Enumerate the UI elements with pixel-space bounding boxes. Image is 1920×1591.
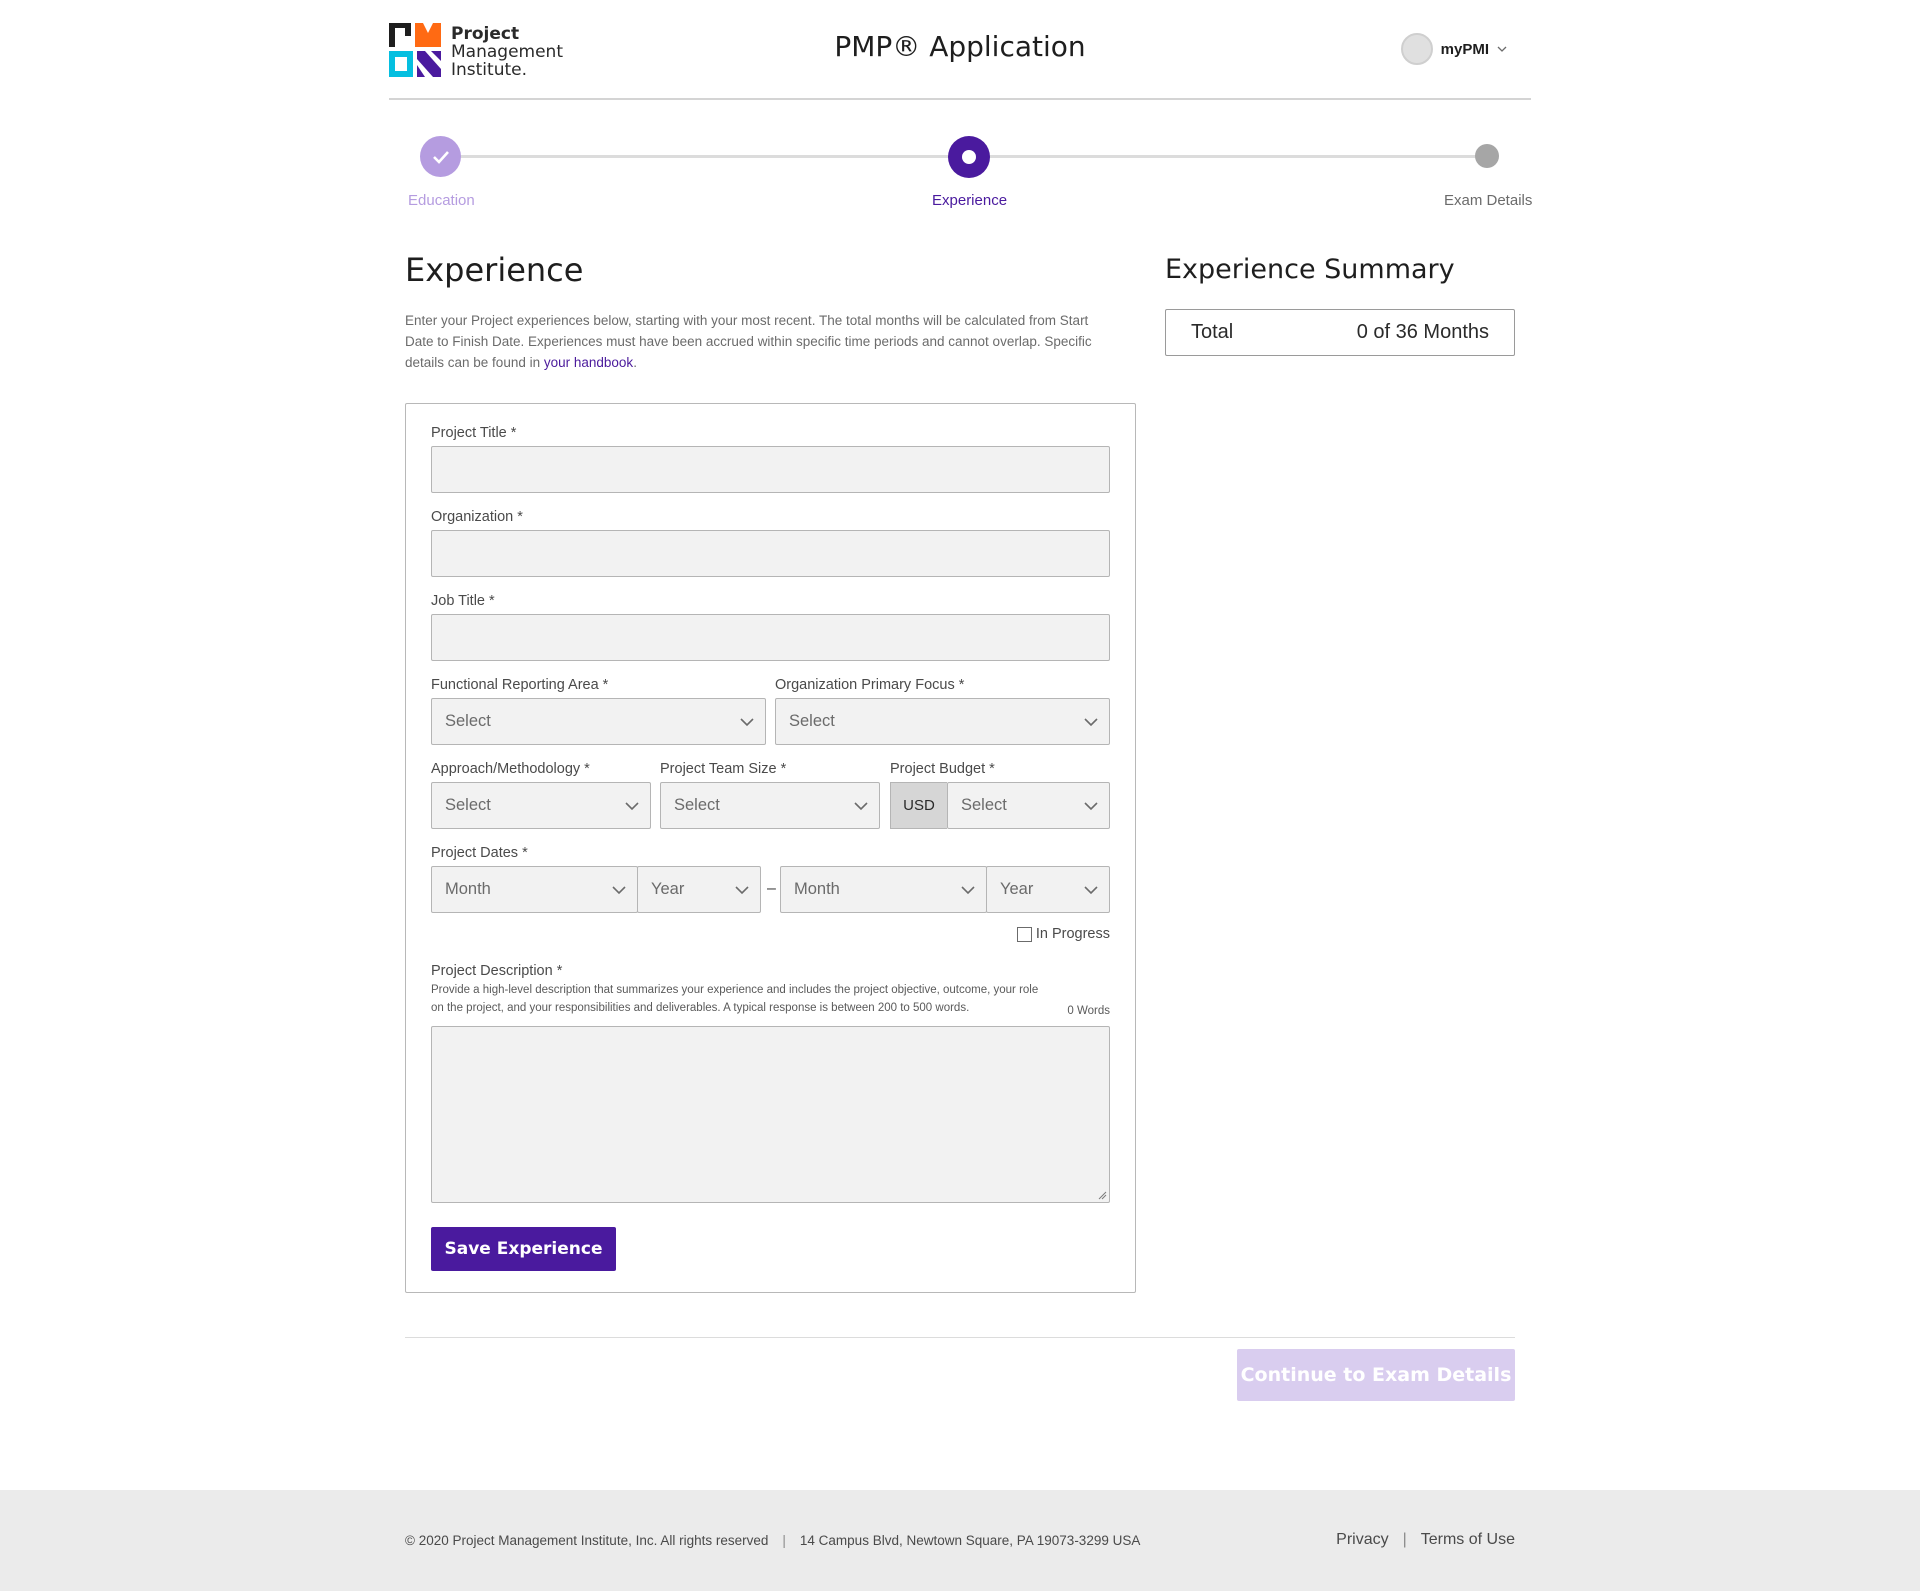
project-dates-label: Project Dates * (431, 845, 528, 861)
chevron-down-icon (1083, 798, 1099, 814)
in-progress-checkbox[interactable] (1017, 927, 1032, 942)
save-experience-button[interactable]: Save Experience (431, 1227, 616, 1271)
functional-area-value: Select (445, 712, 491, 730)
total-label: Total (1191, 321, 1234, 343)
progress-stepper (389, 136, 1531, 216)
functional-area-label: Functional Reporting Area * (431, 677, 609, 693)
resize-grip-icon[interactable] (1097, 1190, 1107, 1200)
page-header (389, 18, 1531, 100)
privacy-link[interactable]: Privacy (1336, 1531, 1389, 1548)
budget-label: Project Budget * (890, 761, 995, 777)
intro-text: Enter your Project experiences below, starting with your most recent. The total months will be calculated from Start Date to Finish Date. Experiences must have been accrued within specific time periods and cannot overlap. Specific details can be found in (405, 313, 1092, 370)
organization-input[interactable] (431, 530, 1110, 577)
logo-line-1: Project (451, 24, 520, 44)
start-month-value: Month (445, 880, 491, 898)
experience-summary-heading: Experience Summary (1165, 254, 1455, 285)
handbook-link[interactable]: your handbook (543, 355, 634, 370)
stepper-line-remaining (957, 155, 1481, 158)
experience-form (405, 403, 1136, 1293)
step-label-experience[interactable]: Experience (932, 192, 1008, 209)
team-size-label: Project Team Size * (660, 761, 787, 777)
intro-end: . (633, 355, 637, 370)
project-title-label: Project Title * (431, 425, 517, 441)
job-title-label: Job Title * (431, 593, 495, 609)
chevron-down-icon (853, 798, 869, 814)
continue-to-exam-details-button[interactable]: Continue to Exam Details (1237, 1349, 1515, 1401)
chevron-down-icon (1083, 882, 1099, 898)
word-count: 0 Words (1067, 1005, 1110, 1017)
footer-legal (405, 1533, 1140, 1548)
chevron-down-icon (960, 882, 976, 898)
experience-summary-total (1165, 309, 1515, 356)
functional-area-select[interactable] (431, 698, 766, 745)
chevron-down-icon (734, 882, 750, 898)
date-range-dash: – (767, 880, 776, 897)
end-month-value: Month (794, 880, 840, 898)
experience-heading: Experience (405, 251, 584, 289)
start-month-select[interactable] (431, 866, 638, 913)
user-menu[interactable] (1401, 33, 1507, 65)
step-label-exam-details[interactable]: Exam Details (1444, 192, 1533, 209)
in-progress-label: In Progress (1035, 926, 1110, 942)
job-title-input[interactable] (431, 614, 1110, 661)
description-label: Project Description * (431, 963, 563, 979)
primary-focus-label: Organization Primary Focus * (775, 677, 965, 693)
primary-focus-value: Select (789, 712, 835, 730)
actions-divider (405, 1337, 1515, 1338)
organization-label: Organization * (431, 509, 523, 525)
end-month-select[interactable] (780, 866, 987, 913)
logo-line-3: Institute. (451, 60, 528, 80)
budget-select[interactable] (947, 782, 1110, 829)
approach-select[interactable] (431, 782, 651, 829)
avatar[interactable] (1401, 33, 1433, 65)
approach-label: Approach/Methodology * (431, 761, 590, 777)
primary-focus-select[interactable] (775, 698, 1110, 745)
footer-copyright: © 2020 Project Management Institute, Inc. All rights reserved (405, 1533, 769, 1548)
checkmark-icon (432, 150, 450, 164)
start-year-select[interactable] (637, 866, 761, 913)
budget-currency: USD (890, 782, 947, 829)
footer-separator: | (782, 1533, 786, 1548)
total-value: 0 of 36 Months (1356, 321, 1489, 343)
project-description-textarea[interactable] (431, 1026, 1110, 1203)
page-title: PMP® Application (834, 30, 1086, 63)
chevron-down-icon (1497, 44, 1507, 54)
step-experience-current[interactable] (948, 136, 990, 178)
logo-line-2: Management (451, 42, 563, 62)
project-title-input[interactable] (431, 446, 1110, 493)
page-footer (0, 1490, 1920, 1591)
start-year-value: Year (651, 880, 685, 898)
footer-links (1336, 1531, 1515, 1549)
terms-of-use-link[interactable]: Terms of Use (1420, 1531, 1515, 1548)
footer-links-separator: | (1402, 1531, 1407, 1548)
step-education-check[interactable] (420, 136, 461, 177)
footer-address: 14 Campus Blvd, Newtown Square, PA 19073-3299 USA (799, 1533, 1141, 1548)
description-help: Provide a high-level description that summarizes your experience and includes the project objective, outcome, your role on the project, and your responsibilities and deliverables. A typical response is between 200 to 500 words. (431, 984, 1039, 1014)
team-size-select[interactable] (660, 782, 880, 829)
step-exam-details-upcoming[interactable] (1475, 144, 1499, 168)
chevron-down-icon (739, 714, 755, 730)
chevron-down-icon (1083, 714, 1099, 730)
in-progress-option[interactable] (1017, 926, 1110, 942)
approach-value: Select (445, 796, 491, 814)
user-menu-label: myPMI (1440, 40, 1489, 58)
chevron-down-icon (624, 798, 640, 814)
end-year-select[interactable] (986, 866, 1110, 913)
team-size-value: Select (674, 796, 720, 814)
chevron-down-icon (611, 882, 627, 898)
budget-value: Select (961, 796, 1007, 814)
experience-intro (405, 310, 1120, 373)
end-year-value: Year (1000, 880, 1034, 898)
current-step-dot-icon (962, 150, 976, 164)
step-label-education[interactable]: Education (408, 192, 475, 209)
